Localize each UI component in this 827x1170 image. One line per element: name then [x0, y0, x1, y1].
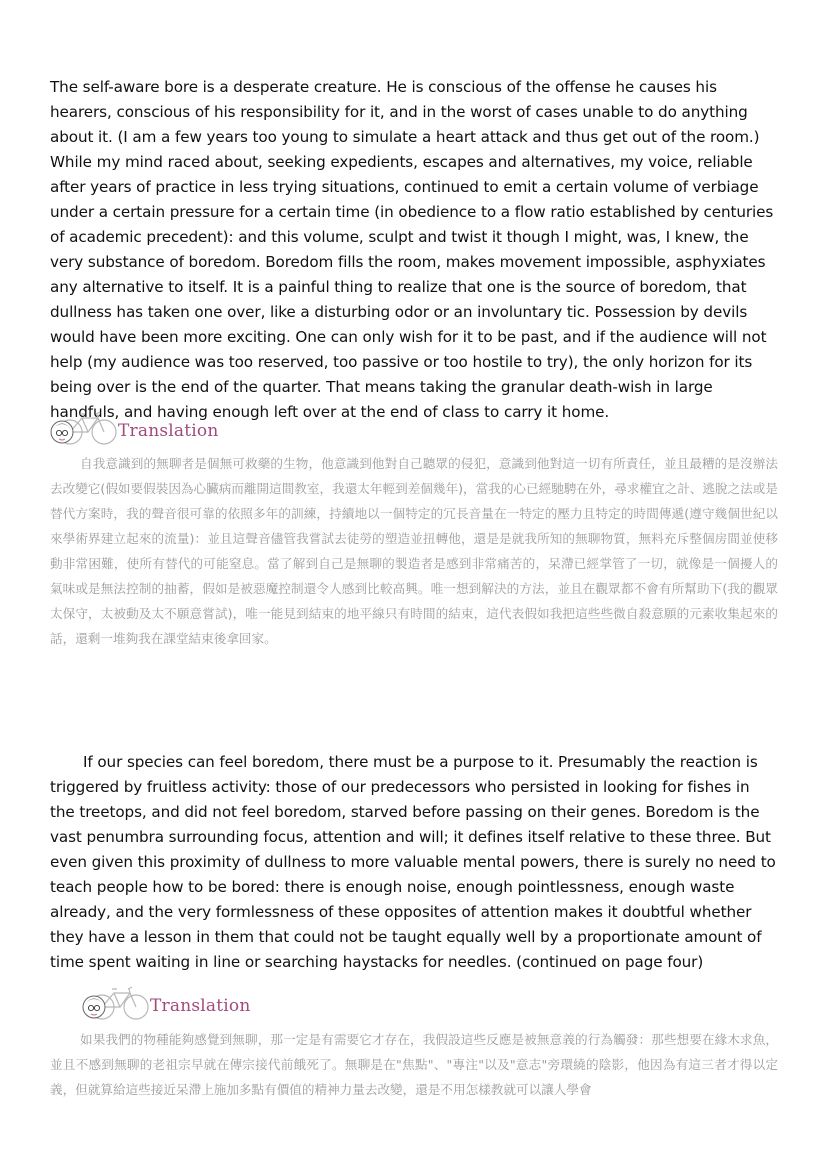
- paragraph-english-1: The self-aware bore is a desperate creature. He is conscious of the offense he causes his hearers, conscious of his responsibility for it, and in the worst of cases unable to do anything about it. (I am a few years too young to simulate a heart attack and thus get out of the room.) While my mind raced about, seeking expedients, escapes and alternatives, my voice, reliable after years of practice in less trying situations, continued to emit a certain volume of verbiage under a certain pressure for a certain time (in obedience to a flow ratio established by centuries of academic precedent): and this volume, sculpt and twist it though I might, was, I knew, the very substance of boredom. Boredom fills the room, makes movement impossible, asphyxiates any alternative to itself. It is a painful thing to realize that one is the source of boredom, that dullness has taken one over, like a disturbing odor or an involuntary tic. Possession by devils would have been more exciting. One can only wish for it to be past, and if the audience will not help (my audience was too reserved, too passive or too hostile to try), the only horizon for its being over is the end of the quarter. That means taking the granular death-wish in large handfuls, and having enough left over at the end of class to carry it home.: [50, 78, 774, 421]
- translation-label-1: Translation: [118, 421, 219, 441]
- paragraph-chinese-1: 自我意識到的無聊者是個無可救藥的生物，他意識到他對自己聽眾的侵犯，意識到他對這一切有所責任，並且最糟的是沒辦法去改變它(假如要假裝因為心臟病而離開這間教室，我還太年輕到差個幾年)，當我的心已經馳騁在外，尋求權宜之計、逃脫之法或是替代方案時，我的聲音很可靠的依照多年的訓練，持續地以一個特定的冗長音量在一特定的壓力且特定的時間傳遞(遵守幾個世紀以來學術界建立起來的流量)：並且這聲音儘管我嘗試去徒勞的塑造並扭轉他，還是是就我所知的無聊物質，無料充斥整個房間並使移動非常困難，使所有替代的可能窒息。當了解到自己是無聊的製造者是感到非常痛苦的，呆滯已經掌管了一切，就像是一個擾人的氣味或是無法控制的抽蓄，假如是被惡魔控制還令人感到比較高興。唯一想到解決的方法，並且在觀眾都不會有所幫助下(我的觀眾太保守，太被動及太不願意嘗試)，唯一能見到結束的地平線只有時間的結束，這代表假如我把這些些微自殺意願的元素收集起來的話，還剩一堆夠我在課堂結束後拿回家。: [50, 456, 778, 646]
- translation-label-2: Translation: [150, 996, 251, 1016]
- paragraph-english-2: If our species can feel boredom, there must be a purpose to it. Presumably the reaction is triggered by fruitless activity: those of our predecessors who persisted in looking for fishes in the treetops, and did not feel boredom, starved before passing on their genes. Boredom is the vast penumbra surrounding focus, attention and will; it defines itself relative to these three. But even given this proximity of dullness to more valuable mental powers, there is surely no need to teach people how to be bored: there is enough noise, enough pointlessness, enough waste already, and the very formlessness of these opposites of attention makes it doubtful whether they have a lesson in them that could not be taught equally well by a proportionate amount of time spent waiting in line or searching haystacks for needles. (continued on page four): [50, 753, 776, 971]
- paragraph-chinese-2: 如果我們的物種能夠感覺到無聊，那一定是有需要它才存在，我假設這些反應是被無意義的行為觸發：那些想要在緣木求魚，並且不感到無聊的老祖宗早就在傳宗接代前餓死了。無聊是在"焦點"、"專注"以及"意志"旁環繞的陰影，他因為有這三者才得以定義，但就算給這些接近呆滯上施加多點有價值的精神力量去改變，還是不用怎樣教就可以讓人學會: [50, 1032, 778, 1097]
- translation-banner-2: [82, 977, 272, 1021]
- translation-banner-1: [50, 402, 240, 446]
